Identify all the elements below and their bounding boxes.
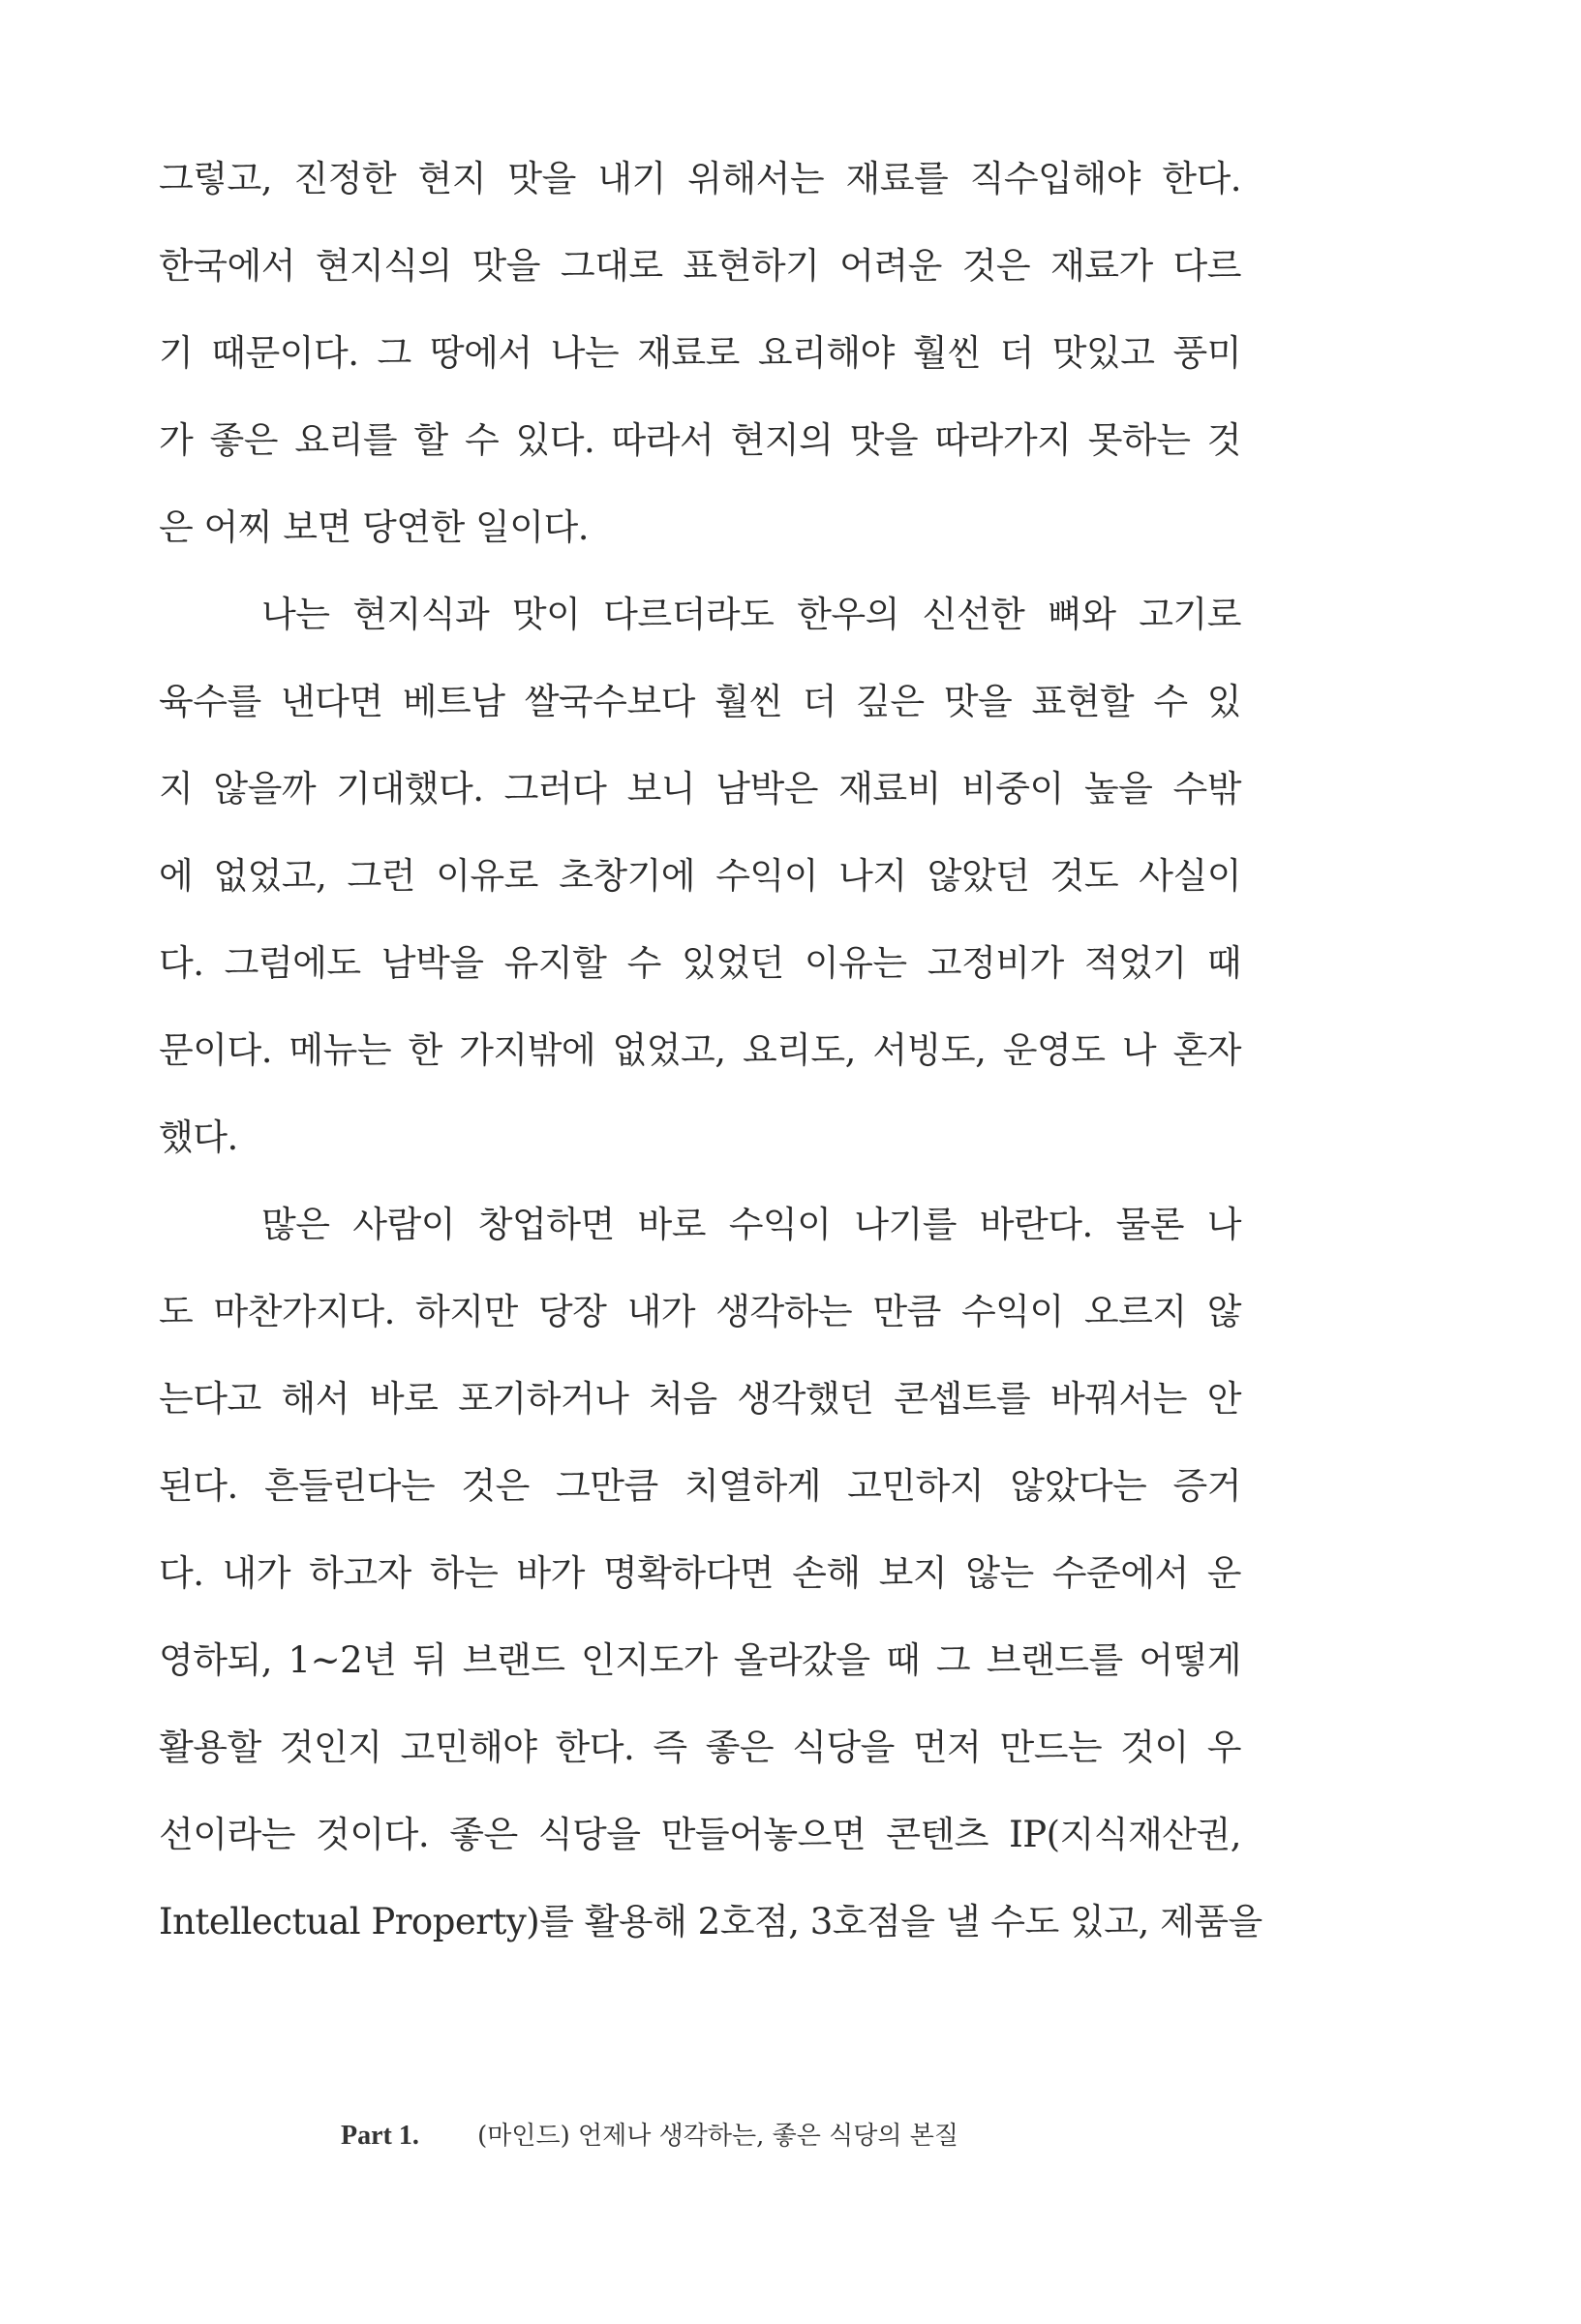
text-line: 했다.: [159, 1116, 238, 1158]
text-line: 기 때문이다. 그 땅에서 나는 재료로 요리해야 훨씬 더 맛있고 풍미: [159, 332, 1241, 374]
text-line: 그렇고, 진정한 현지 맛을 내기 위해서는 재료를 직수입해야 한다.: [159, 158, 1241, 199]
footer-chapter-title: (마인드) 언제나 생각하는, 좋은 식당의 본질: [477, 2122, 958, 2151]
text-line: 많은 사람이 창업하면 바로 수익이 나기를 바란다. 물론 나: [261, 1204, 1241, 1245]
text-line: 한국에서 현지식의 맛을 그대로 표현하기 어려운 것은 재료가 다르: [159, 245, 1241, 287]
text-line: 문이다. 메뉴는 한 가지밖에 없었고, 요리도, 서빙도, 운영도 나 혼자: [159, 1029, 1241, 1071]
body-text: [159, 145, 1262, 1975]
text-line: 된다. 흔들린다는 것은 그만큼 치열하게 고민하지 않았다는 증거: [159, 1465, 1241, 1507]
text-line: 육수를 낸다면 베트남 쌀국수보다 훨씬 더 깊은 맛을 표현할 수 있: [159, 681, 1241, 722]
page-footer: [341, 2117, 1212, 2156]
text-line: 다. 내가 하고자 하는 바가 명확하다면 손해 보지 않는 수준에서 운: [159, 1552, 1241, 1594]
text-line: 다. 그럼에도 남박을 유지할 수 있었던 이유는 고정비가 적었기 때: [159, 942, 1241, 984]
text-line: Intellectual Property)를 활용해 2호점, 3호점을 낼 수도 있고, 제품을: [159, 1901, 1262, 1942]
text-line: 도 마찬가지다. 하지만 당장 내가 생각하는 만큼 수익이 오르지 않: [159, 1291, 1241, 1332]
text-line: 활용할 것인지 고민해야 한다. 즉 좋은 식당을 먼저 만드는 것이 우: [159, 1727, 1241, 1768]
text-line: 에 없었고, 그런 이유로 초창기에 수익이 나지 않았던 것도 사실이: [159, 855, 1241, 897]
text-line: 은 어찌 보면 당연한 일이다.: [159, 506, 589, 548]
text-line: 가 좋은 요리를 할 수 있다. 따라서 현지의 맛을 따라가지 못하는 것: [159, 419, 1241, 461]
text-line: 지 않을까 기대했다. 그러다 보니 남박은 재료비 비중이 높을 수밖: [159, 768, 1241, 810]
text-line: 나는 현지식과 맛이 다르더라도 한우의 신선한 뼈와 고기로: [261, 594, 1241, 635]
text-line: 는다고 해서 바로 포기하거나 처음 생각했던 콘셉트를 바꿔서는 안: [159, 1378, 1241, 1420]
text-line: 선이라는 것이다. 좋은 식당을 만들어놓으면 콘텐츠 IP(지식재산권,: [159, 1814, 1241, 1855]
footer-part-label: Part 1.: [341, 2121, 419, 2151]
text-line: 영하되, 1~2년 뒤 브랜드 인지도가 올라갔을 때 그 브랜드를 어떻게: [159, 1639, 1241, 1681]
